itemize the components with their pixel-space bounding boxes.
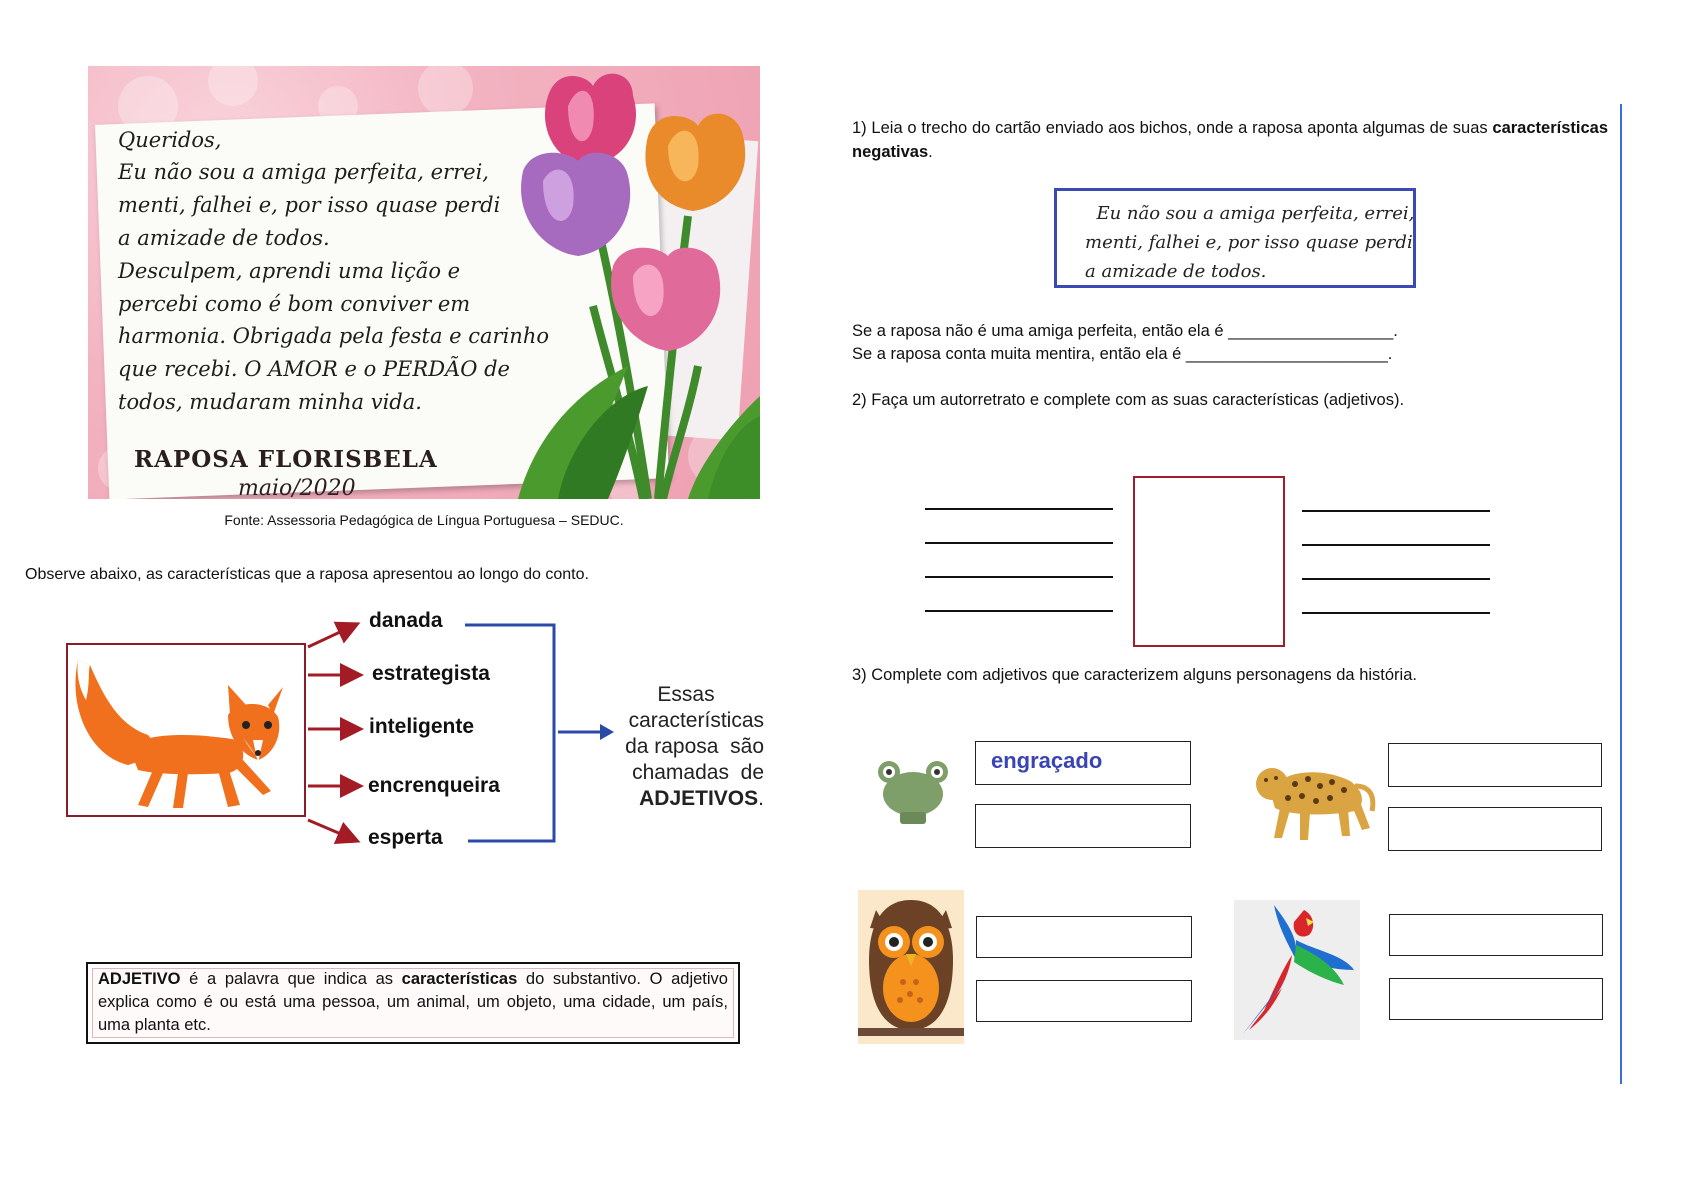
quote-line: Eu não sou a amiga perfeita, errei, (1085, 203, 1415, 224)
question-1-end: . (928, 143, 933, 161)
answer-line-left[interactable] (925, 542, 1113, 544)
question-1-text: 1) Leia o trecho do cartão enviado aos bichos, onde a raposa aponta algumas de suas (852, 119, 1493, 137)
quote-line: a amizade de todos. (1085, 261, 1267, 282)
conclusion-line: da raposa são (625, 735, 764, 758)
tulips-illustration (88, 66, 760, 499)
adjectives-conclusion (608, 682, 764, 812)
macaw-icon (1234, 900, 1360, 1040)
answer-box-jaguar-1[interactable] (1388, 743, 1602, 787)
conclusion-line: Essas (657, 683, 715, 706)
adjective-inteligente: inteligente (369, 715, 475, 738)
fill-blank-1[interactable]: Se a raposa não é uma amiga perfeita, então ela é __________________. (852, 322, 1398, 340)
card-line: menti, falhei e, por isso quase perdi (118, 193, 501, 217)
card-line: todos, mudaram minha vida. (118, 390, 422, 414)
conclusion-line: características (628, 709, 764, 732)
answer-line-right[interactable] (1302, 578, 1490, 580)
answer-line-right[interactable] (1302, 544, 1490, 546)
definition-text: do substantivo. O adjetivo explica como é ou está uma pessoa, um animal, um objeto, uma cidade, um país, uma planta etc. (98, 970, 728, 1034)
adjective-esperta: esperta (368, 826, 443, 849)
answer-box-macaw-2[interactable] (1389, 978, 1603, 1020)
card-line: Queridos, (118, 128, 222, 152)
arrow-danada (308, 625, 355, 647)
conclusion-arrow (556, 722, 616, 742)
question-3: 3) Complete com adjetivos que caracterizem alguns personagens da história. (852, 666, 1417, 684)
frog-icon (872, 752, 954, 828)
answer-box-frog-2[interactable] (975, 804, 1191, 848)
self-portrait-box[interactable] (1133, 476, 1285, 647)
card-line: harmonia. Obrigada pela festa e carinho (118, 324, 549, 348)
arrow-esperta (308, 820, 355, 840)
answer-box-owl-1[interactable] (976, 916, 1192, 958)
conclusion-period: . (758, 787, 764, 810)
card-line: Desculpem, aprendi uma lição e (118, 259, 461, 283)
quote-line: menti, falhei e, por isso quase perdi (1085, 232, 1413, 253)
card-line: que recebi. O AMOR e o PERDÃO de (118, 357, 510, 381)
definition-text: é a palavra que indica as (180, 970, 402, 988)
card-line: a amizade de todos. (118, 226, 330, 250)
quote-box (1054, 188, 1416, 288)
answer-line-right[interactable] (1302, 510, 1490, 512)
fox-card-image (88, 66, 760, 499)
answer-box-owl-2[interactable] (976, 980, 1192, 1022)
jaguar-icon (1250, 746, 1378, 844)
card-line: percebi como é bom conviver em (118, 292, 471, 316)
adjective-encrenqueira: encrenqueira (368, 774, 500, 797)
adjective-danada: danada (369, 609, 443, 632)
adjective-definition-box (86, 962, 740, 1044)
answer-box-frog-1[interactable]: engraçado (975, 741, 1191, 785)
fox-icon (68, 645, 304, 815)
definition-term: ADJETIVO (98, 970, 181, 988)
question-1 (852, 116, 1608, 164)
conclusion-line: chamadas de (632, 761, 764, 784)
answer-line-left[interactable] (925, 610, 1113, 612)
fill-blank-2[interactable]: Se a raposa conta muita mentira, então ela é ______________________. (852, 345, 1393, 363)
answer-box-macaw-1[interactable] (1389, 914, 1603, 956)
conclusion-bold: ADJETIVOS (639, 787, 759, 810)
card-source-caption: Fonte: Assessoria Pedagógica de Língua Portuguesa – SEDUC. (224, 512, 624, 528)
answer-box-jaguar-2[interactable] (1388, 807, 1602, 851)
answer-line-left[interactable] (925, 508, 1113, 510)
question-2: 2) Faça um autorretrato e complete com as suas características (adjetivos). (852, 391, 1405, 409)
adjective-definition (98, 968, 728, 1037)
question-1-bold: características negativas (852, 119, 1608, 161)
observe-instruction: Observe abaixo, as características que a raposa apresentou ao longo do conto. (25, 566, 589, 583)
owl-icon (858, 890, 964, 1044)
card-date: maio/2020 (238, 476, 356, 499)
answer-line-right[interactable] (1302, 612, 1490, 614)
card-signature: RAPOSA FLORISBELA (134, 446, 438, 473)
fox-image-frame (66, 643, 306, 817)
adjective-estrategista: estrategista (372, 662, 490, 685)
page-margin-line (1620, 104, 1622, 1084)
card-line: Eu não sou a amiga perfeita, errei, (118, 160, 489, 184)
answer-line-left[interactable] (925, 576, 1113, 578)
definition-bold: características (401, 970, 518, 988)
adjective-bracket (465, 625, 554, 841)
